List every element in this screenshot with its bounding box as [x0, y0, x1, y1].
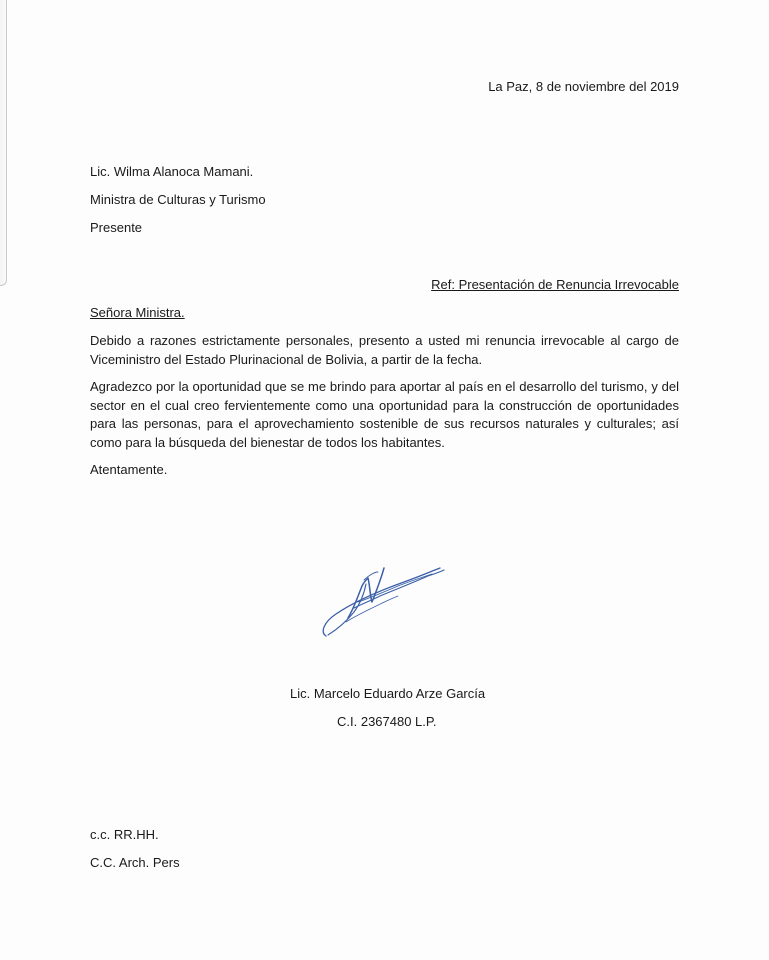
letter-date: La Paz, 8 de noviembre del 2019 [488, 79, 679, 94]
copy-line-1: c.c. RR.HH. [90, 827, 159, 842]
closing: Atentamente. [90, 462, 168, 477]
signer-id: C.I. 2367480 L.P. [337, 714, 437, 729]
copy-line-2: C.C. Arch. Pers [90, 855, 180, 870]
recipient-title: Ministra de Culturas y Turismo [90, 192, 266, 207]
handwritten-signature [318, 556, 448, 642]
signer-name: Lic. Marcelo Eduardo Arze García [290, 686, 486, 701]
recipient-name: Lic. Wilma Alanoca Mamani. [90, 164, 254, 179]
body-paragraph-2: Agradezco por la oportunidad que se me brindo para aportar al país en el desarrollo del turismo, y del sector en el cual creo fervientemente como una oportunidad para la construcción de oportunidades para las personas, para el aprovechamiento sostenible de sus recursos naturales y culturales; así como para la búsqueda del bienestar de todos los habitantes. [90, 379, 679, 450]
salutation: Señora Ministra. [90, 305, 185, 320]
page-edge-shadow [0, 0, 7, 286]
recipient-presente: Presente [90, 220, 143, 235]
reference-line: Ref: Presentación de Renuncia Irrevocable [431, 277, 679, 292]
body-paragraph-1: Debido a razones estrictamente personales, presento a usted mi renuncia irrevocable al cargo de Viceministro del Estado Plurinacional de Bolivia, a partir de la fecha. [90, 333, 679, 367]
